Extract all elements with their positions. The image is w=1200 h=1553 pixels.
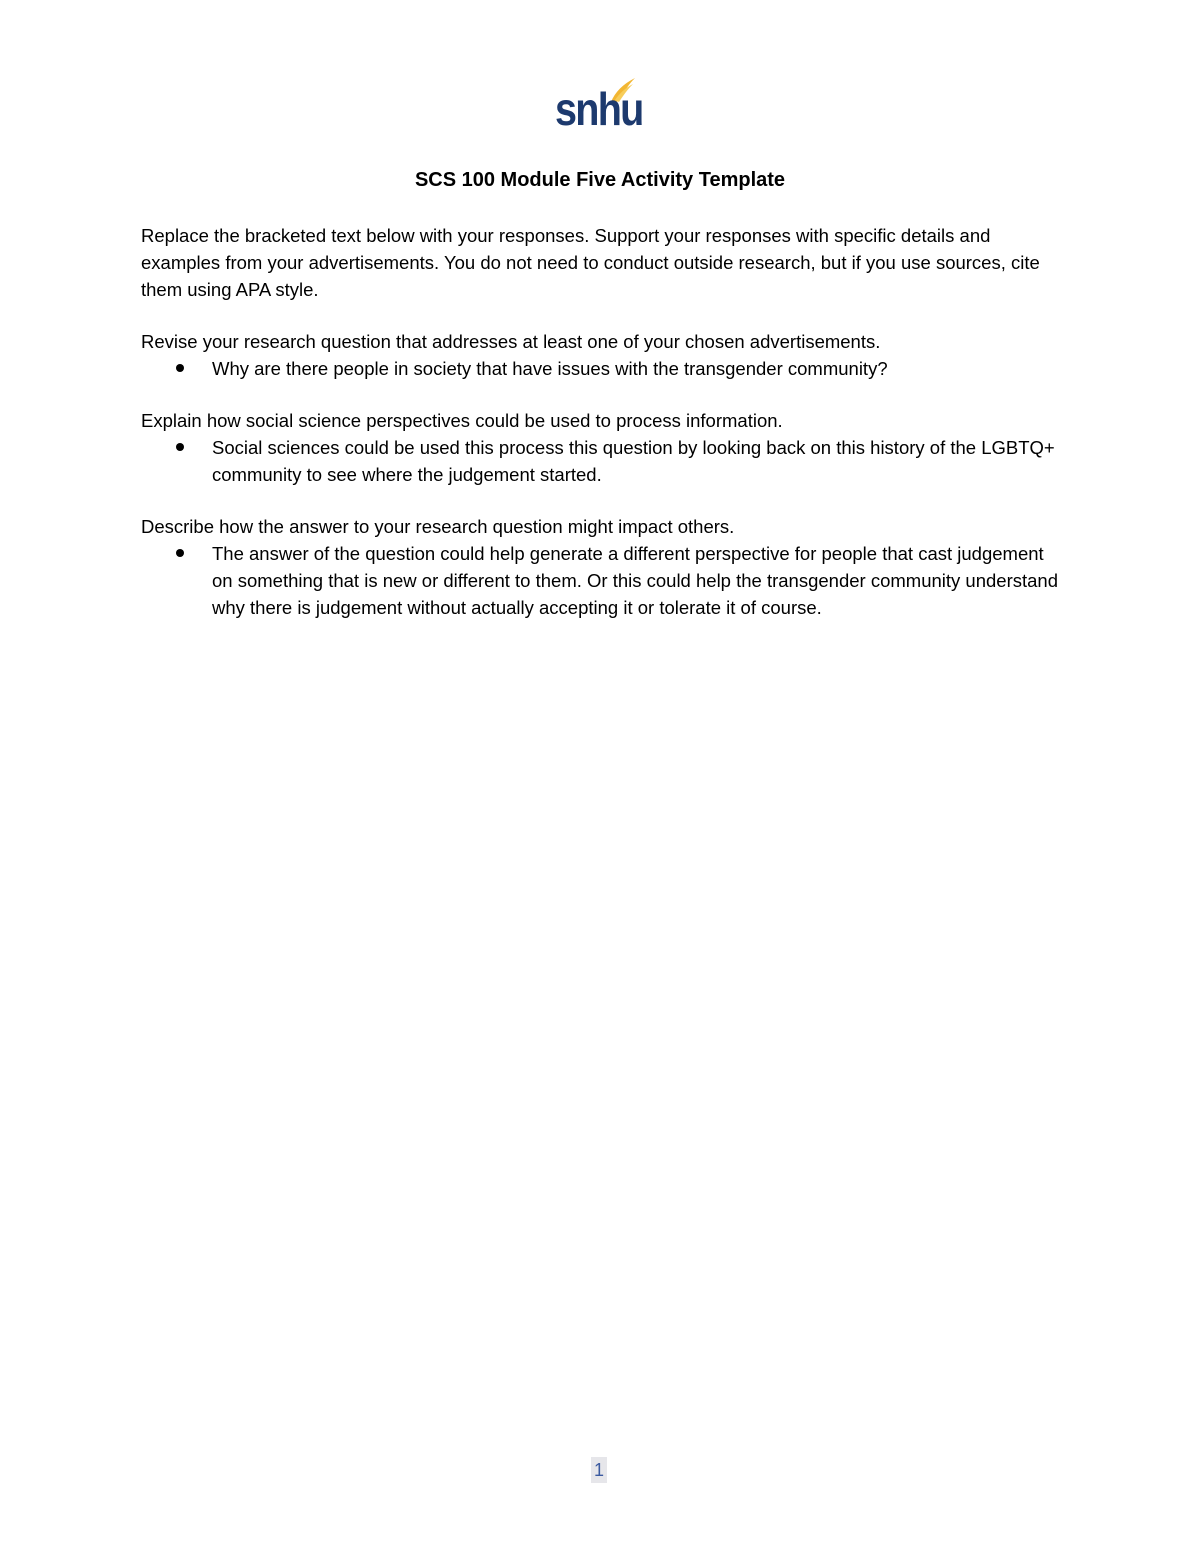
section-research-question (141, 328, 1061, 382)
response-list (141, 540, 1061, 621)
bullet-icon (176, 443, 184, 451)
list-item (141, 540, 1061, 621)
snhu-logo (555, 74, 643, 135)
response-text: Why are there people in society that have issues with the transgender community? (212, 358, 888, 379)
response-text: Social sciences could be used this process this question by looking back on this history of the LGBTQ+ community to see where the judgement started. (212, 437, 1055, 485)
list-item (141, 355, 1061, 382)
section-prompt: Describe how the answer to your research question might impact others. (141, 516, 735, 537)
document-body (141, 222, 1061, 646)
page-number: 1 (591, 1457, 607, 1483)
document-title: SCS 100 Module Five Activity Template (414, 169, 786, 191)
section-social-science (141, 407, 1061, 488)
bullet-icon (176, 549, 184, 557)
response-text: The answer of the question could help generate a different perspective for people that cast judgement on something that is new or different to them. Or this could help the transgender community understand why there is judgement without actually accepting it or tolerate it of course. (212, 543, 1058, 618)
section-impact (141, 513, 1061, 621)
bullet-icon (176, 364, 184, 372)
logo-wordmark: snhu (555, 83, 643, 135)
intro-paragraph: Replace the bracketed text below with your responses. Support your responses with specific details and examples from your advertisements. You do not need to conduct outside research, but if you use sources, cite them using APA style. (141, 225, 1040, 300)
list-item (141, 434, 1061, 488)
section-prompt: Explain how social science perspectives could be used to process information. (141, 410, 783, 431)
response-list (141, 355, 1061, 382)
section-prompt: Revise your research question that addresses at least one of your chosen advertisements. (141, 331, 881, 352)
response-list (141, 434, 1061, 488)
